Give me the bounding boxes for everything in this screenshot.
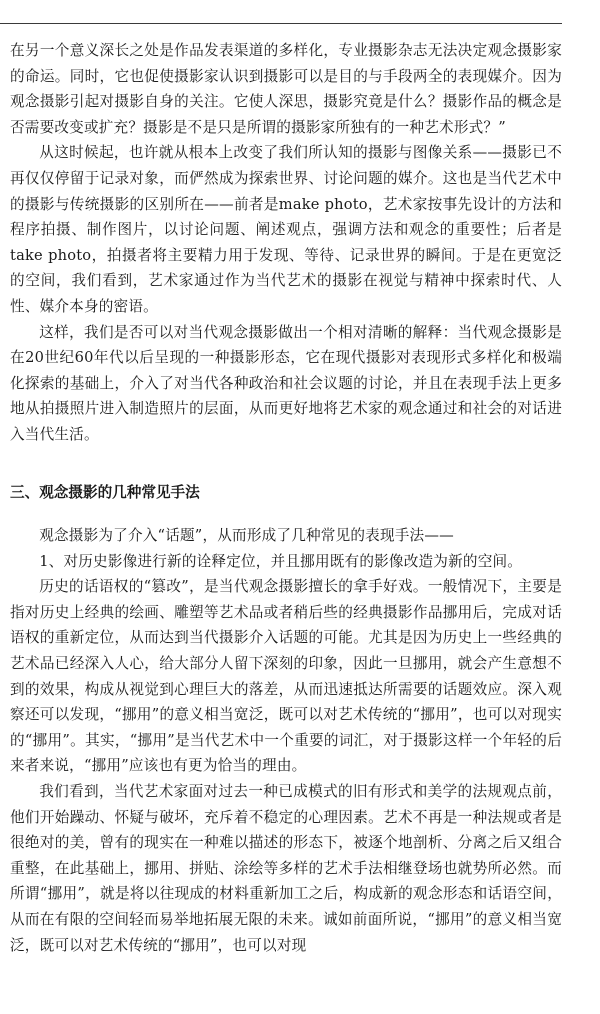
section-heading: 三、观念摄影的几种常见手法 bbox=[10, 483, 200, 501]
article-body bbox=[10, 38, 562, 958]
paragraph-7: 我们看到，当代艺术家面对过去一种已成模式的旧有形式和美学的法规观点前，他们开始躁动、怀疑与破坏，充斥着不稳定的心理因素。艺术不再是一种法规或者是很绝对的美，曾有的现实在一种难以描述的形态下，被逐个地剖析、分离之后又组合重整，在此基础上，挪用、拼贴、涂绘等多样的艺术手法相继登场也就势所必然。而所谓“挪用”，就是将以往现成的材料重新加工之后，构成新的观念形态和话语空间，从而在有限的空间轻而易举地拓展无限的未来。诚如前面所说，“挪用”的意义相当宽泛，既可以对艺术传统的“挪用”，也可以对现 bbox=[10, 783, 562, 954]
paragraph-1: 在另一个意义深长之处是作品发表渠道的多样化，专业摄影杂志无法决定观念摄影家的命运。同时，它也促使摄影家认识到摄影可以是目的与手段两全的表现媒介。因为观念摄影引起对摄影自身的关注。它使人深思，摄影究竟是什么？摄影作品的概念是否需要改变或扩充？摄影是不是只是所谓的摄影家所独有的一种艺术形式？” bbox=[10, 42, 562, 136]
paragraph-5: 1、对历史影像进行新的诠释定位，并且挪用既有的影像改造为新的空间。 bbox=[39, 552, 523, 570]
paragraph-6: 历史的话语权的“篡改”，是当代观念摄影擅长的拿手好戏。一般情况下，主要是指对历史上经典的绘画、雕塑等艺术品或者稍后些的经典摄影作品挪用后，完成对话语权的重新定位，从而达到当代摄影介入话题的可能。尤其是因为历史上一些经典的艺术品已经深入人心，给大部分人留下深刻的印象，因此一旦挪用，就会产生意想不到的效果，构成从视觉到心理巨大的落差，从而迅速抵达所需要的话题效应。深入观察还可以发现，“挪用”的意义相当宽泛，既可以对艺术传统的“挪用”，也可以对现实的“挪用”。其实，“挪用”是当代艺术中一个重要的词汇，对于摄影这样一个年轻的后来者来说，“挪用”应该也有更为恰当的理由。 bbox=[10, 578, 562, 775]
paragraph-2: 从这时候起，也许就从根本上改变了我们所认知的摄影与图像关系——摄影已不再仅仅停留于记录对象，而俨然成为探索世界、讨论问题的媒介。这也是当代艺术中的摄影与传统摄影的区别所在——前者是make photo，艺术家按事先设计的方法和程序拍摄、制作图片，以讨论问题、阐述观点，强调方法和观念的重要性；后者是take photo，拍摄者将主要精力用于发现、等待、记录世界的瞬间。于是在更宽泛的空间，我们看到，艺术家通过作为当代艺术的摄影在视觉与精神中探索时代、人性、媒介本身的密语。 bbox=[10, 144, 562, 315]
paragraph-4: 观念摄影为了介入“话题”，从而形成了几种常见的表现手法—— bbox=[39, 527, 454, 545]
header-rule bbox=[0, 23, 562, 24]
paragraph-3: 这样，我们是否可以对当代观念摄影做出一个相对清晰的解释：当代观念摄影是在20世纪60年代以后呈现的一种摄影形态，它在现代摄影对表现形式多样化和极端化探索的基础上，介入了对当代各种政治和社会议题的讨论，并且在表现手法上更多地从拍摄照片进入制造照片的层面，从而更好地将艺术家的观念通过和社会的对话进入当代生活。 bbox=[10, 323, 562, 443]
